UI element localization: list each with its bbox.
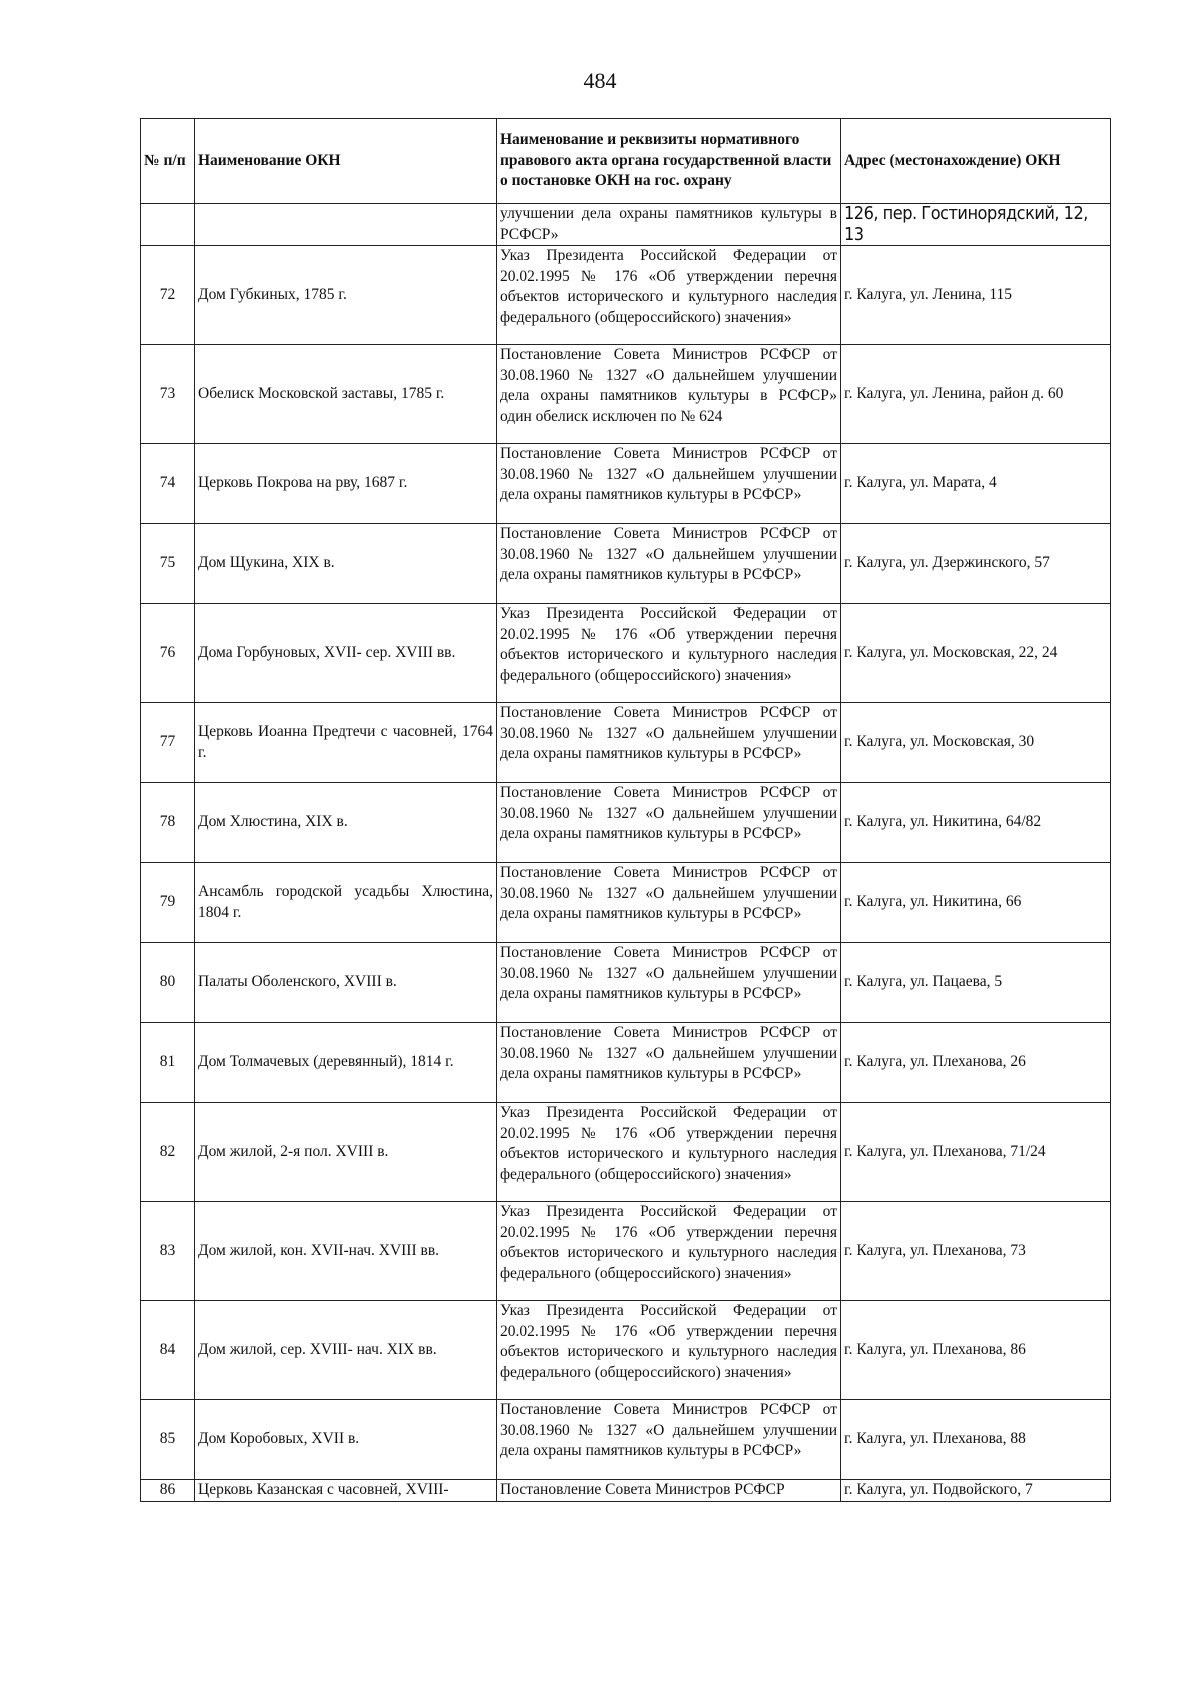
header-address: Адрес (местонахождение) ОКН (841, 119, 1111, 204)
cell-act: Постановление Совета Министров РСФСР от 30.08.1960 № 1327 «О дальнейшем улучшении дела охраны памятников культуры в РСФСР» (497, 444, 841, 524)
cell-address: г. Калуга, ул. Плеханова, 88 (841, 1400, 1111, 1480)
cell-num: 73 (141, 345, 195, 444)
cell-address: г. Калуга, ул. Московская, 22, 24 (841, 604, 1111, 703)
table-row (141, 863, 1111, 943)
cell-name: Церковь Покрова на рву, 1687 г. (195, 444, 497, 524)
table-row (141, 1480, 1111, 1502)
cell-num: 85 (141, 1400, 195, 1480)
cell-act: Постановление Совета Министров РСФСР (497, 1480, 841, 1502)
cell-num: 83 (141, 1202, 195, 1301)
cell-name: Ансамбль городской усадьбы Хлюстина, 1804 г. (195, 863, 497, 943)
cell-num: 82 (141, 1103, 195, 1202)
cell-num (141, 204, 195, 246)
cell-num: 75 (141, 524, 195, 604)
cell-act: Указ Президента Российской Федерации от 20.02.1995 № 176 «Об утверждении перечня объектов исторического и культурного наследия федерального (общероссийского) значения» (497, 604, 841, 703)
cell-act: Постановление Совета Министров РСФСР от 30.08.1960 № 1327 «О дальнейшем улучшении дела охраны памятников культуры в РСФСР» (497, 783, 841, 863)
table-row (141, 783, 1111, 863)
cell-num: 86 (141, 1480, 195, 1502)
cell-address: г. Калуга, ул. Дзержинского, 57 (841, 524, 1111, 604)
cell-address: г. Калуга, ул. Московская, 30 (841, 703, 1111, 783)
cell-name (195, 204, 497, 246)
cell-name: Дом Щукина, XIX в. (195, 524, 497, 604)
cell-act: Постановление Совета Министров РСФСР от 30.08.1960 № 1327 «О дальнейшем улучшении дела охраны памятников культуры в РСФСР» (497, 1023, 841, 1103)
cell-address: г. Калуга, ул. Подвойского, 7 (841, 1480, 1111, 1502)
table-header-row (141, 119, 1111, 204)
cell-name: Дом жилой, сер. XVIII- нач. XIX вв. (195, 1301, 497, 1400)
table-row (141, 1103, 1111, 1202)
cell-act: Постановление Совета Министров РСФСР от 30.08.1960 № 1327 «О дальнейшем улучшении дела охраны памятников культуры в РСФСР» (497, 524, 841, 604)
cell-act: Указ Президента Российской Федерации от 20.02.1995 № 176 «Об утверждении перечня объектов исторического и культурного наследия федерального (общероссийского) значения» (497, 246, 841, 345)
cell-num: 78 (141, 783, 195, 863)
header-act: Наименование и реквизиты нормативного правового акта органа государственной власти о постановке ОКН на гос. охрану (497, 119, 841, 204)
cell-name: Церковь Иоанна Предтечи с часовней, 1764 г. (195, 703, 497, 783)
table-row (141, 1023, 1111, 1103)
table-row (141, 604, 1111, 703)
header-name: Наименование ОКН (195, 119, 497, 204)
cell-address: г. Калуга, ул. Марата, 4 (841, 444, 1111, 524)
cell-name: Дом жилой, кон. XVII-нач. XVIII вв. (195, 1202, 497, 1301)
table-row (141, 444, 1111, 524)
cell-act: улучшении дела охраны памятников культуры в РСФСР» (497, 204, 841, 246)
cell-name: Дом Коробовых, XVII в. (195, 1400, 497, 1480)
cell-name: Палаты Оболенского, XVIII в. (195, 943, 497, 1023)
cell-num: 84 (141, 1301, 195, 1400)
table-row (141, 345, 1111, 444)
cell-address: г. Калуга, ул. Плеханова, 86 (841, 1301, 1111, 1400)
table-row (141, 1202, 1111, 1301)
cell-name: Церковь Казанская с часовней, XVIII- (195, 1480, 497, 1502)
cell-address: г. Калуга, ул. Плеханова, 26 (841, 1023, 1111, 1103)
cell-act: Постановление Совета Министров РСФСР от 30.08.1960 № 1327 «О дальнейшем улучшении дела охраны памятников культуры в РСФСР» (497, 1400, 841, 1480)
continuation-row (141, 204, 1111, 246)
cell-address: 126, пер. Гостинорядский, 12, 13 (841, 204, 1111, 246)
cell-num: 81 (141, 1023, 195, 1103)
cell-num: 72 (141, 246, 195, 345)
cell-act: Указ Президента Российской Федерации от 20.02.1995 № 176 «Об утверждении перечня объектов исторического и культурного наследия федерального (общероссийского) значения» (497, 1301, 841, 1400)
okn-table (140, 118, 1111, 1502)
cell-num: 74 (141, 444, 195, 524)
cell-num: 76 (141, 604, 195, 703)
cell-address: г. Калуга, ул. Никитина, 66 (841, 863, 1111, 943)
cell-address: г. Калуга, ул. Плеханова, 71/24 (841, 1103, 1111, 1202)
cell-name: Дома Горбуновых, XVII- сер. XVIII вв. (195, 604, 497, 703)
cell-act: Указ Президента Российской Федерации от 20.02.1995 № 176 «Об утверждении перечня объектов исторического и культурного наследия федерального (общероссийского) значения» (497, 1202, 841, 1301)
cell-name: Дом жилой, 2-я пол. XVIII в. (195, 1103, 497, 1202)
cell-act: Указ Президента Российской Федерации от 20.02.1995 № 176 «Об утверждении перечня объектов исторического и культурного наследия федерального (общероссийского) значения» (497, 1103, 841, 1202)
table-row (141, 246, 1111, 345)
cell-act: Постановление Совета Министров РСФСР от 30.08.1960 № 1327 «О дальнейшем улучшении дела охраны памятников культуры в РСФСР» (497, 863, 841, 943)
cell-act: Постановление Совета Министров РСФСР от 30.08.1960 № 1327 «О дальнейшем улучшении дела охраны памятников культуры в РСФСР» (497, 703, 841, 783)
cell-name: Дом Толмачевых (деревянный), 1814 г. (195, 1023, 497, 1103)
table-row (141, 1301, 1111, 1400)
page-number: 484 (583, 68, 617, 93)
cell-name: Дом Хлюстина, XIX в. (195, 783, 497, 863)
cell-name: Обелиск Московской заставы, 1785 г. (195, 345, 497, 444)
cell-name: Дом Губкиных, 1785 г. (195, 246, 497, 345)
header-num: № п/п (141, 119, 195, 204)
cell-num: 77 (141, 703, 195, 783)
cell-address: г. Калуга, ул. Ленина, 115 (841, 246, 1111, 345)
cell-num: 79 (141, 863, 195, 943)
table-row (141, 703, 1111, 783)
cell-address: г. Калуга, ул. Ленина, район д. 60 (841, 345, 1111, 444)
cell-address: г. Калуга, ул. Пацаева, 5 (841, 943, 1111, 1023)
cell-num: 80 (141, 943, 195, 1023)
table-row (141, 524, 1111, 604)
cell-act: Постановление Совета Министров РСФСР от 30.08.1960 № 1327 «О дальнейшем улучшении дела охраны памятников культуры в РСФСР» один обелиск исключен по № 624 (497, 345, 841, 444)
cell-act: Постановление Совета Министров РСФСР от 30.08.1960 № 1327 «О дальнейшем улучшении дела охраны памятников культуры в РСФСР» (497, 943, 841, 1023)
table-row (141, 1400, 1111, 1480)
cell-address: г. Калуга, ул. Плеханова, 73 (841, 1202, 1111, 1301)
table-row (141, 943, 1111, 1023)
cell-address: г. Калуга, ул. Никитина, 64/82 (841, 783, 1111, 863)
